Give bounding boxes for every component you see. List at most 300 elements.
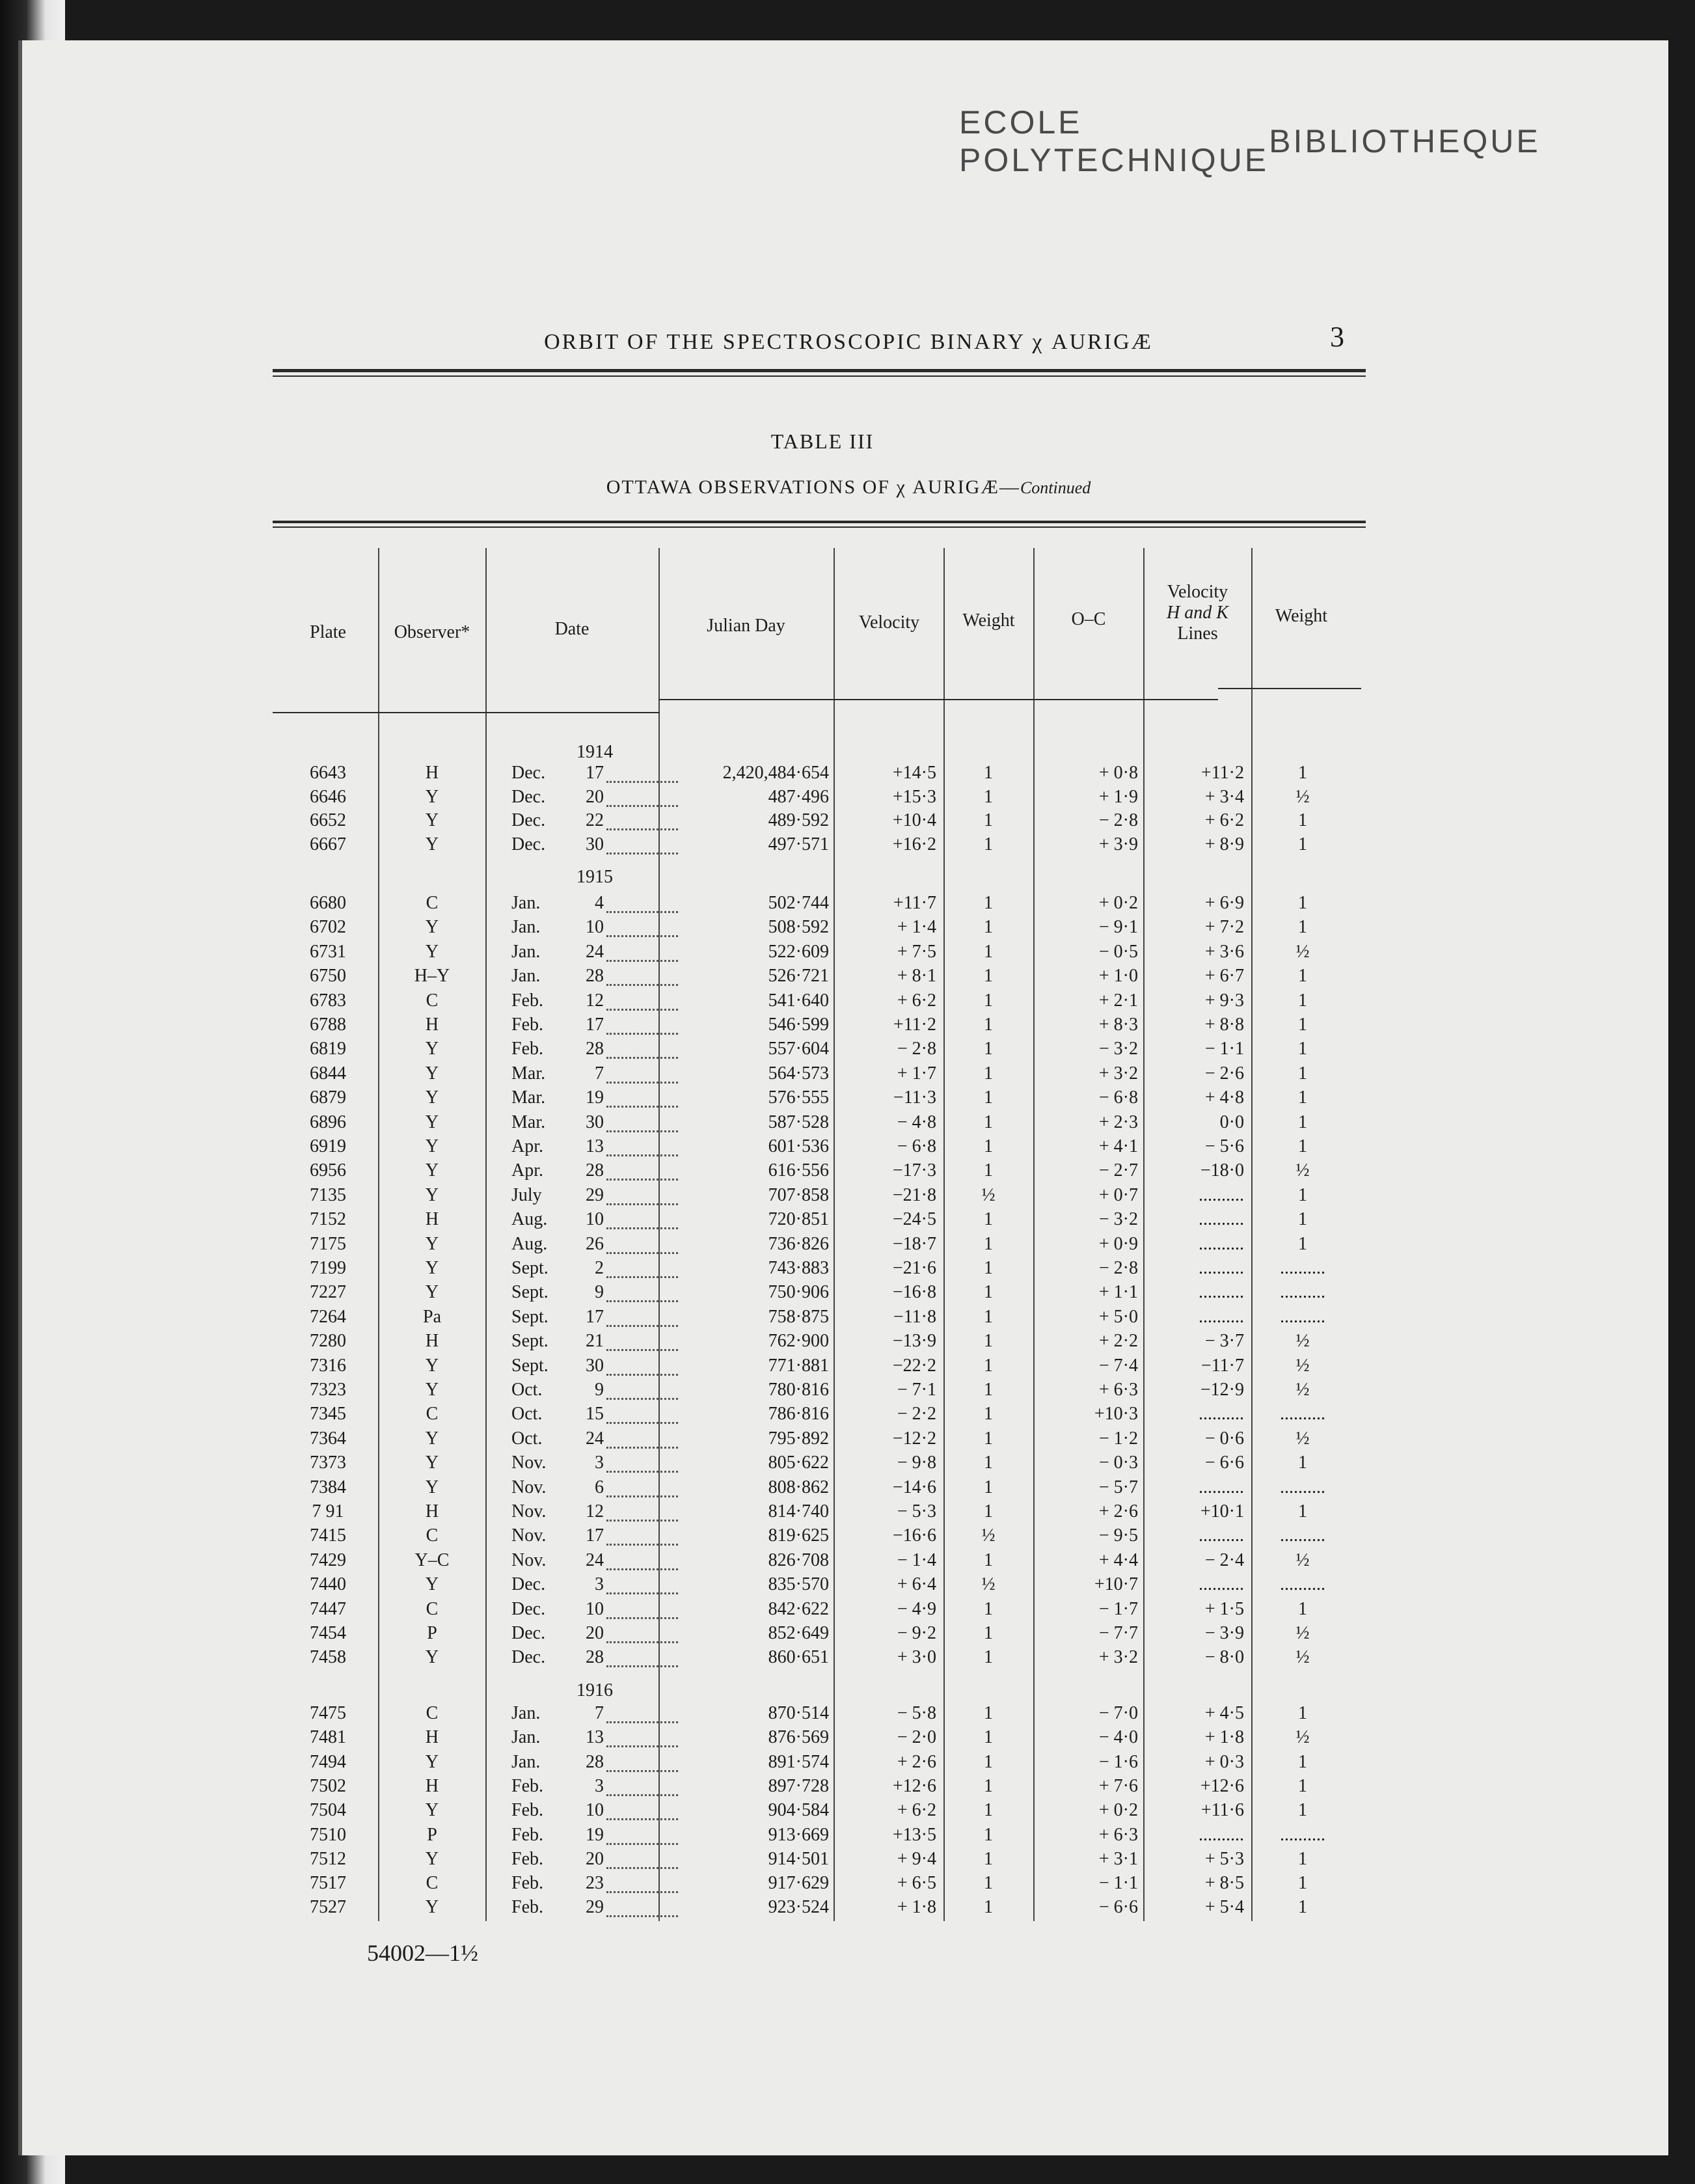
julian-cell: 914·501: [768, 1848, 829, 1869]
oc-cell: − 0·5: [1098, 941, 1138, 962]
table-row: [22, 1209, 1668, 1234]
running-head: ORBIT OF THE SPECTROSCOPIC BINARY χ AURIGÆ: [544, 330, 1153, 354]
julian-cell: 616·556: [768, 1160, 829, 1181]
weight-cell: 1: [984, 1136, 993, 1156]
julian-cell: 923·524: [768, 1897, 829, 1918]
hk-velocity-cell: +11·2: [1200, 763, 1244, 783]
julian-cell: 541·640: [768, 990, 829, 1011]
julian-cell: 762·900: [768, 1331, 829, 1352]
oc-cell: + 1·1: [1098, 1282, 1138, 1303]
day-cell: 4: [595, 893, 604, 913]
plate-cell: 6680: [310, 893, 346, 913]
hk-velocity-cell: − 2·6: [1204, 1063, 1244, 1084]
weight-cell: 1: [984, 810, 993, 830]
velocity-cell: + 1·8: [897, 1897, 936, 1918]
velocity-cell: − 2·8: [897, 1039, 936, 1059]
day-cell: 20: [586, 786, 604, 807]
day-cell: 30: [586, 834, 604, 854]
plate-cell: 7316: [310, 1355, 346, 1376]
julian-cell: 913·669: [768, 1824, 829, 1845]
oc-cell: + 0·2: [1098, 1800, 1138, 1821]
plate-cell: 7345: [310, 1404, 346, 1425]
velocity-cell: − 5·3: [897, 1501, 936, 1522]
weight-cell: 1: [984, 1404, 993, 1425]
month-cell: Dec.: [511, 810, 546, 830]
oc-cell: + 2·3: [1098, 1112, 1138, 1132]
day-cell: 20: [586, 1848, 604, 1869]
plate-cell: 7323: [310, 1380, 346, 1400]
julian-cell: 795·892: [768, 1428, 829, 1449]
weight-cell: ½: [981, 1525, 996, 1546]
observer-cell: H: [425, 1501, 439, 1522]
observer-cell: Y: [425, 1160, 439, 1181]
printer-code: 54002—1½: [367, 1940, 478, 1966]
observer-cell: C: [426, 1404, 439, 1425]
month-cell: Dec.: [511, 1623, 546, 1643]
weight2-cell: 1: [1298, 1184, 1307, 1205]
table-row: [22, 1258, 1668, 1283]
hk-velocity-cell: ..........: [1199, 1574, 1244, 1595]
col-date-header: Date: [554, 619, 590, 639]
velocity-cell: + 6·2: [897, 990, 936, 1011]
day-cell: 7: [595, 1063, 604, 1084]
weight2-cell: 1: [1298, 1136, 1307, 1156]
hk-velocity-cell: + 5·3: [1204, 1848, 1244, 1869]
weight2-cell: 1: [1298, 966, 1307, 987]
observer-cell: H: [425, 1015, 439, 1035]
month-cell: Sept.: [511, 1355, 549, 1376]
weight2-cell: 1: [1298, 1703, 1307, 1723]
month-cell: Mar.: [511, 1087, 546, 1108]
velocity-cell: +11·7: [893, 893, 936, 913]
table-row: [22, 1015, 1668, 1039]
velocity-cell: + 7·5: [897, 941, 936, 962]
oc-cell: − 3·2: [1098, 1039, 1138, 1059]
weight-cell: 1: [984, 1015, 993, 1035]
table-row: [22, 1776, 1668, 1801]
col-weight2-header: Weight: [1275, 606, 1328, 626]
day-cell: 13: [586, 1136, 604, 1156]
table-row: [22, 1185, 1668, 1210]
julian-cell: 526·721: [768, 966, 829, 987]
observer-cell: Y: [425, 1087, 439, 1108]
weight-cell: 1: [984, 1160, 993, 1181]
weight-cell: 1: [984, 1355, 993, 1376]
observer-cell: H: [425, 1727, 439, 1748]
observer-cell: H: [425, 1331, 439, 1352]
julian-cell: 601·536: [768, 1136, 829, 1156]
hk-velocity-cell: + 8·9: [1204, 834, 1244, 854]
observer-cell: Y: [425, 810, 439, 830]
hk-velocity-cell: − 5·6: [1204, 1136, 1244, 1156]
velocity-cell: + 6·2: [897, 1800, 936, 1821]
table-row: [22, 787, 1668, 812]
hk-velocity-cell: ..........: [1199, 1404, 1244, 1425]
plate-cell: 6652: [310, 810, 346, 830]
oc-cell: + 3·2: [1098, 1063, 1138, 1084]
plate-cell: 7227: [310, 1282, 346, 1303]
hk-velocity-cell: ..........: [1199, 1209, 1244, 1230]
observer-cell: Y: [425, 917, 439, 938]
julian-cell: 758·875: [768, 1306, 829, 1327]
year-heading: 1914: [576, 742, 613, 762]
velocity-cell: −11·3: [893, 1087, 936, 1108]
month-cell: Sept.: [511, 1331, 549, 1352]
weight2-cell: ..........: [1280, 1525, 1325, 1546]
observer-cell: Y: [425, 1136, 439, 1156]
month-cell: Sept.: [511, 1306, 549, 1327]
julian-cell: 808·862: [768, 1477, 829, 1497]
table-row: [22, 810, 1668, 835]
weight-cell: 1: [984, 966, 993, 987]
julian-cell: 891·574: [768, 1751, 829, 1772]
oc-cell: − 9·1: [1098, 917, 1138, 938]
julian-cell: 487·496: [768, 786, 829, 807]
month-cell: July: [511, 1184, 542, 1205]
plate-cell: 7373: [310, 1453, 346, 1473]
table-row: [22, 1501, 1668, 1526]
hk-velocity-cell: + 6·9: [1204, 893, 1244, 913]
hk-velocity-cell: − 0·6: [1204, 1428, 1244, 1449]
velocity-cell: − 2·0: [897, 1727, 936, 1748]
velocity-cell: −24·5: [892, 1209, 936, 1230]
weight2-cell: 1: [1298, 990, 1307, 1011]
oc-cell: + 8·3: [1098, 1015, 1138, 1035]
month-cell: Jan.: [511, 1703, 541, 1723]
table-row: [22, 1063, 1668, 1088]
weight2-cell: ½: [1295, 786, 1310, 807]
oc-cell: + 6·3: [1098, 1380, 1138, 1400]
weight-cell: 1: [984, 1258, 993, 1278]
plate-cell: 6646: [310, 786, 346, 807]
weight2-cell: ..........: [1280, 1282, 1325, 1303]
day-cell: 10: [586, 1598, 604, 1619]
weight2-cell: 1: [1298, 1800, 1307, 1821]
day-cell: 28: [586, 966, 604, 987]
velocity-cell: −11·8: [893, 1306, 936, 1327]
weight2-cell: 1: [1298, 1897, 1307, 1918]
table-row: [22, 1727, 1668, 1752]
col-oc-header: O–C: [1071, 609, 1106, 629]
observer-cell: Y: [425, 1647, 439, 1668]
weight2-cell: ½: [1295, 1380, 1310, 1400]
table-title: TABLE III: [770, 430, 875, 453]
table-row: [22, 1849, 1668, 1874]
weight2-cell: ½: [1295, 1549, 1310, 1570]
julian-cell: 904·584: [768, 1800, 829, 1821]
observer-cell: Y: [425, 1751, 439, 1772]
table-row: [22, 1160, 1668, 1185]
weight-cell: 1: [984, 786, 993, 807]
day-cell: 10: [586, 1209, 604, 1230]
hk-velocity-cell: + 4·5: [1204, 1703, 1244, 1723]
oc-cell: − 2·8: [1098, 1258, 1138, 1278]
table-subtitle-text: OTTAWA OBSERVATIONS OF χ AURIGÆ—: [606, 476, 1020, 498]
oc-cell: − 5·7: [1098, 1477, 1138, 1497]
velocity-cell: + 8·1: [897, 966, 936, 987]
weight2-cell: 1: [1298, 1233, 1307, 1254]
hk-velocity-cell: +11·6: [1200, 1800, 1244, 1821]
weight-cell: 1: [984, 1428, 993, 1449]
observer-cell: H–Y: [414, 966, 450, 987]
plate-cell: 7152: [310, 1209, 346, 1230]
month-cell: Jan.: [511, 1751, 541, 1772]
table-row: [22, 1574, 1668, 1599]
weight-cell: 1: [984, 1380, 993, 1400]
oc-cell: − 2·8: [1098, 810, 1138, 830]
table-row: [22, 1825, 1668, 1850]
julian-cell: 502·744: [768, 893, 829, 913]
weight2-cell: 1: [1298, 1039, 1307, 1059]
day-cell: 22: [586, 810, 604, 830]
plate-cell: 7429: [310, 1549, 346, 1570]
weight-cell: 1: [984, 1063, 993, 1084]
weight-cell: 1: [984, 1209, 993, 1230]
julian-cell: 587·528: [768, 1112, 829, 1132]
observer-cell: Y: [425, 1477, 439, 1497]
hk-velocity-cell: ..........: [1199, 1525, 1244, 1546]
julian-cell: 917·629: [768, 1873, 829, 1894]
table-row: [22, 1525, 1668, 1550]
julian-cell: 780·816: [768, 1380, 829, 1400]
weight-cell: 1: [984, 990, 993, 1011]
header-bottom-left: [273, 712, 660, 713]
month-cell: Nov.: [511, 1477, 547, 1497]
plate-cell: 7175: [310, 1233, 346, 1254]
weight2-cell: 1: [1298, 834, 1307, 854]
plate-cell: 7494: [310, 1751, 346, 1772]
oc-cell: + 6·3: [1098, 1824, 1138, 1845]
weight-cell: 1: [984, 1751, 993, 1772]
hk-velocity-cell: ..........: [1199, 1258, 1244, 1278]
table-subtitle-continued: Continued: [1020, 478, 1091, 497]
day-cell: 29: [586, 1897, 604, 1918]
weight-cell: 1: [984, 1727, 993, 1748]
weight-cell: 1: [984, 1824, 993, 1845]
table-row: [22, 1404, 1668, 1428]
weight2-cell: 1: [1298, 1209, 1307, 1230]
table-row: [22, 1136, 1668, 1161]
day-cell: 28: [586, 1751, 604, 1772]
weight2-cell: 1: [1298, 1015, 1307, 1035]
weight2-cell: 1: [1298, 1775, 1307, 1796]
day-cell: 23: [586, 1873, 604, 1894]
observer-cell: H: [425, 1209, 439, 1230]
hk-velocity-cell: −18·0: [1200, 1160, 1244, 1181]
weight2-cell: ½: [1295, 1355, 1310, 1376]
oc-cell: + 4·1: [1098, 1136, 1138, 1156]
observer-cell: C: [426, 1525, 439, 1546]
month-cell: Feb.: [511, 1800, 543, 1821]
julian-cell: 522·609: [768, 941, 829, 962]
julian-cell: 805·622: [768, 1453, 829, 1473]
table-row: [22, 1356, 1668, 1380]
day-cell: 3: [595, 1574, 604, 1595]
observer-cell: Y: [425, 1428, 439, 1449]
table-row: [22, 1477, 1668, 1502]
day-cell: 19: [586, 1087, 604, 1108]
hk-velocity-cell: + 8·5: [1204, 1873, 1244, 1894]
year-heading: 1915: [576, 867, 613, 887]
julian-cell: 576·555: [768, 1087, 829, 1108]
observer-cell: Y: [425, 1282, 439, 1303]
table-row: [22, 1599, 1668, 1624]
plate-cell: 7264: [310, 1306, 346, 1327]
day-cell: 9: [595, 1380, 604, 1400]
julian-cell: 743·883: [768, 1258, 829, 1278]
day-cell: 2: [595, 1258, 604, 1278]
oc-cell: + 7·6: [1098, 1775, 1138, 1796]
plate-cell: 7517: [310, 1873, 346, 1894]
plate-cell: 7454: [310, 1623, 346, 1643]
table-row: [22, 1039, 1668, 1063]
table-row: [22, 1800, 1668, 1825]
velocity-cell: + 2·6: [897, 1751, 936, 1772]
julian-cell: 720·851: [768, 1209, 829, 1230]
weight-cell: 1: [984, 1800, 993, 1821]
velocity-cell: −17·3: [892, 1160, 936, 1181]
velocity-cell: +11·2: [893, 1015, 936, 1035]
plate-cell: 7364: [310, 1428, 346, 1449]
oc-cell: + 5·0: [1098, 1306, 1138, 1327]
table-row: [22, 834, 1668, 859]
table-row: [22, 1234, 1668, 1259]
month-cell: Mar.: [511, 1063, 546, 1084]
table-row: [22, 1331, 1668, 1356]
plate-cell: 6879: [310, 1087, 346, 1108]
julian-cell: 897·728: [768, 1775, 829, 1796]
month-cell: Nov.: [511, 1549, 547, 1570]
observer-cell: Y: [425, 1355, 439, 1376]
day-cell: 24: [586, 1428, 604, 1449]
oc-cell: + 0·2: [1098, 893, 1138, 913]
plate-cell: 7440: [310, 1574, 346, 1595]
plate-cell: 6667: [310, 834, 346, 854]
julian-cell: 546·599: [768, 1015, 829, 1035]
weight2-cell: 1: [1298, 1501, 1307, 1522]
hk-velocity-cell: + 1·5: [1204, 1598, 1244, 1619]
month-cell: Jan.: [511, 966, 541, 987]
month-cell: Aug.: [511, 1233, 548, 1254]
day-cell: 28: [586, 1039, 604, 1059]
hk-velocity-cell: − 3·7: [1204, 1331, 1244, 1352]
month-cell: Feb.: [511, 1873, 543, 1894]
weight-cell: 1: [984, 1087, 993, 1108]
hk-velocity-cell: + 0·3: [1204, 1751, 1244, 1772]
month-cell: Feb.: [511, 1897, 543, 1918]
weight2-cell: ..........: [1280, 1258, 1325, 1278]
weight2-cell: 1: [1298, 1848, 1307, 1869]
plate-cell: 7502: [310, 1775, 346, 1796]
plate-cell: 7135: [310, 1184, 346, 1205]
observer-cell: Y: [425, 1063, 439, 1084]
header-rule-thin: [273, 526, 1366, 528]
plate-cell: 7458: [310, 1647, 346, 1668]
table-row: [22, 1703, 1668, 1728]
julian-cell: 707·858: [768, 1184, 829, 1205]
weight2-cell: 1: [1298, 1751, 1307, 1772]
day-cell: 29: [586, 1184, 604, 1205]
table-row: [22, 1623, 1668, 1648]
observer-cell: Y–C: [414, 1549, 450, 1570]
day-cell: 10: [586, 1800, 604, 1821]
velocity-cell: −13·9: [892, 1331, 936, 1352]
observer-cell: Y: [425, 1380, 439, 1400]
velocity-cell: −22·2: [892, 1355, 936, 1376]
velocity-cell: + 6·4: [897, 1574, 936, 1595]
weight2-cell: 1: [1298, 893, 1307, 913]
plate-cell: 6702: [310, 917, 346, 938]
velocity-cell: + 3·0: [897, 1647, 936, 1668]
velocity-cell: + 1·4: [897, 917, 936, 938]
col-hk-line1: Velocity: [1167, 582, 1228, 602]
month-cell: Apr.: [511, 1160, 543, 1181]
hk-velocity-cell: ..........: [1199, 1282, 1244, 1303]
weight2-cell: ½: [1295, 1727, 1310, 1748]
month-cell: Aug.: [511, 1209, 548, 1230]
observer-cell: Y: [425, 1800, 439, 1821]
table-row: [22, 966, 1668, 990]
hk-velocity-cell: + 8·8: [1204, 1015, 1244, 1035]
hk-velocity-cell: − 2·4: [1204, 1549, 1244, 1570]
table-row: [22, 1647, 1668, 1672]
weight2-cell: 1: [1298, 1112, 1307, 1132]
oc-cell: − 7·4: [1098, 1355, 1138, 1376]
julian-cell: 489·592: [768, 810, 829, 830]
plate-cell: 6844: [310, 1063, 346, 1084]
oc-cell: − 1·2: [1098, 1428, 1138, 1449]
plate-cell: 6783: [310, 990, 346, 1011]
top-rule-thick: [273, 369, 1366, 372]
col-velocity-header: Velocity: [858, 612, 920, 633]
velocity-cell: − 9·2: [897, 1623, 936, 1643]
oc-cell: − 3·2: [1098, 1209, 1138, 1230]
julian-cell: 771·881: [768, 1355, 829, 1376]
velocity-cell: +13·5: [892, 1824, 936, 1845]
plate-cell: 6643: [310, 763, 346, 783]
hk-velocity-cell: − 8·0: [1204, 1647, 1244, 1668]
oc-cell: + 0·8: [1098, 763, 1138, 783]
julian-cell: 750·906: [768, 1282, 829, 1303]
oc-cell: − 9·5: [1098, 1525, 1138, 1546]
month-cell: Feb.: [511, 1775, 543, 1796]
weight-cell: 1: [984, 1598, 993, 1619]
table-row: [22, 1453, 1668, 1477]
month-cell: Jan.: [511, 893, 541, 913]
col-plate-header: Plate: [310, 622, 346, 642]
weight-cell: 1: [984, 1647, 993, 1668]
plate-cell: 6819: [310, 1039, 346, 1059]
julian-cell: 497·571: [768, 834, 829, 854]
col-weight-header: Weight: [962, 610, 1015, 631]
hk-velocity-cell: ..........: [1199, 1233, 1244, 1254]
velocity-cell: +14·5: [892, 763, 936, 783]
day-cell: 3: [595, 1453, 604, 1473]
weight2-cell: ½: [1295, 1623, 1310, 1643]
velocity-cell: −14·6: [892, 1477, 936, 1497]
weight2-cell: 1: [1298, 917, 1307, 938]
month-cell: Mar.: [511, 1112, 546, 1132]
oc-cell: + 1·0: [1098, 966, 1138, 987]
hk-velocity-cell: + 4·8: [1204, 1087, 1244, 1108]
oc-cell: + 0·7: [1098, 1184, 1138, 1205]
velocity-cell: −21·8: [892, 1184, 936, 1205]
month-cell: Sept.: [511, 1258, 549, 1278]
hk-velocity-cell: ..........: [1199, 1824, 1244, 1845]
weight-cell: 1: [984, 1233, 993, 1254]
weight2-cell: 1: [1298, 763, 1307, 783]
weight-cell: 1: [984, 1703, 993, 1723]
